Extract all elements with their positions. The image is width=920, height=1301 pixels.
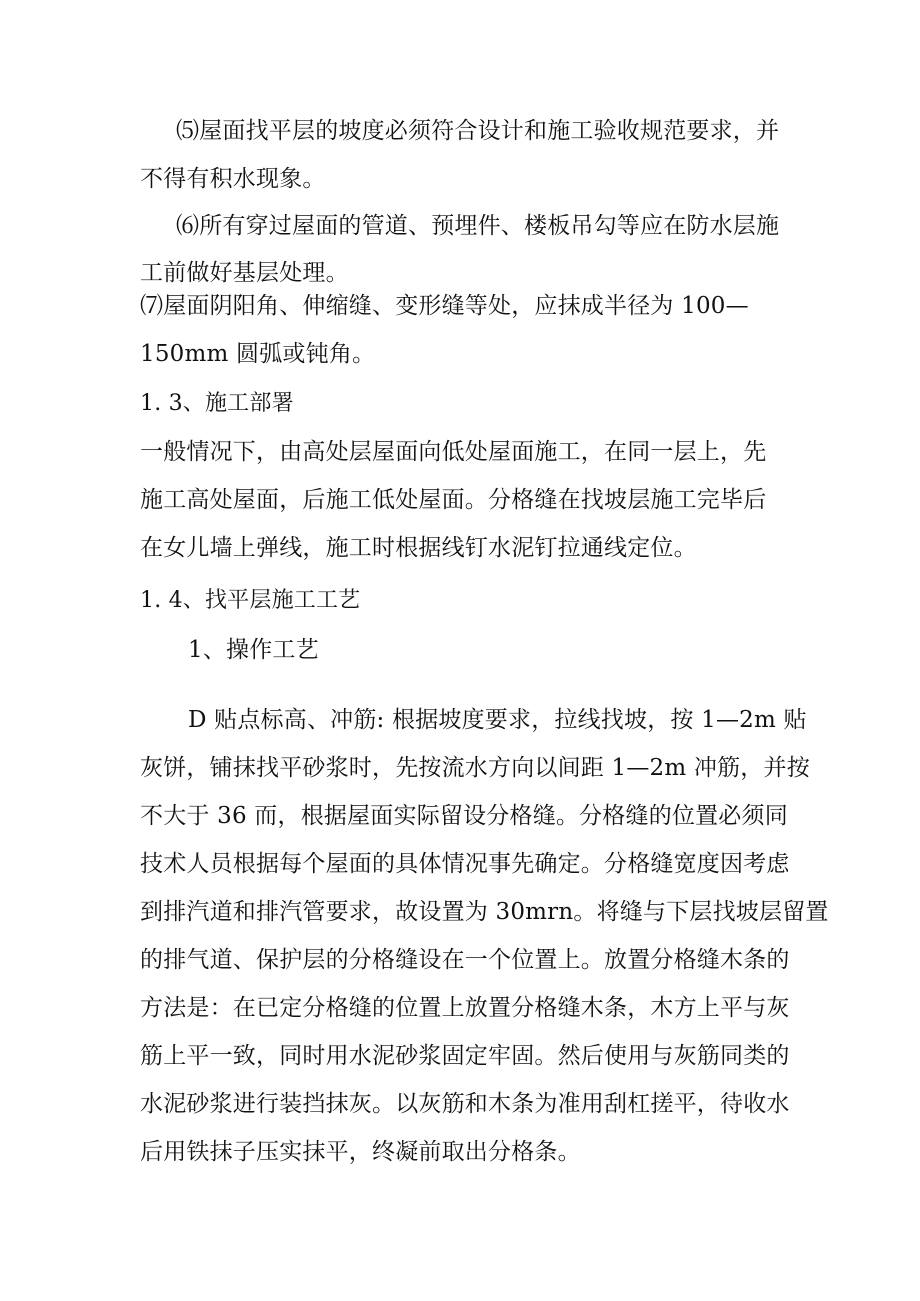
item-6-line-2: 工前做好基层处理。 (140, 260, 349, 286)
paragraph-line: 的排气道、保护层的分格缝设在一个位置上。放置分格缝木条的 (140, 947, 790, 973)
item-5-line-2: 不得有积水现象。 (140, 166, 326, 192)
paragraph-line: 到排汽道和排汽管要求，故设置为 30mrn。将缝与下层找坡层留置 (140, 899, 829, 925)
item-7-line-1: ⑺屋面阴阳角、伸缩缝、变形缝等处，应抹成半径为 100— (140, 293, 749, 319)
section-1-4-heading: 1. 4、找平层施工工艺 (140, 588, 361, 613)
section-1-3-heading: 1. 3、施工部署 (140, 391, 294, 416)
paragraph-line: 灰饼，铺抹找平砂浆时，先按流水方向以间距 1—2m 冲筋，并按 (140, 755, 810, 781)
section-1-3-line-3: 在女儿墙上弹线，施工时根据线钉水泥钉拉通线定位。 (140, 535, 697, 561)
section-1-4-subheading: 1、操作工艺 (188, 637, 319, 663)
paragraph-line: 筋上平一致，同时用水泥砂浆固定牢固。然后使用与灰筋同类的 (140, 1043, 790, 1069)
paragraph-line: 后用铁抹子压实抹平，终凝前取出分格条。 (140, 1139, 581, 1165)
paragraph-line: D 贴点标高、冲筋: 根据坡度要求，拉线找坡，按 1—2m 贴 (188, 707, 807, 733)
paragraph-line: 不大于 36 而，根据屋面实际留设分格缝。分格缝的位置必须同 (140, 803, 788, 829)
paragraph-line: 方法是：在已定分格缝的位置上放置分格缝木条，木方上平与灰 (140, 995, 790, 1021)
paragraph-line: 水泥砂浆进行装挡抹灰。以灰筋和木条为准用刮杠搓平，待收水 (140, 1091, 790, 1117)
item-6-line-1: ⑹所有穿过屋面的管道、预埋件、楼板吊勾等应在防水层施 (176, 213, 780, 239)
item-7-line-2: 150mm 圆弧或钝角。 (140, 341, 376, 367)
paragraph-line: 技术人员根据每个屋面的具体情况事先确定。分格缝宽度因考虑 (140, 851, 790, 877)
item-5-line-1: ⑸屋面找平层的坡度必须符合设计和施工验收规范要求，并 (176, 118, 780, 144)
section-1-3-line-1: 一般情况下，由高处层屋面向低处屋面施工，在同一层上，先 (140, 439, 767, 465)
section-1-3-line-2: 施工高处屋面，后施工低处屋面。分格缝在找坡层施工完毕后 (140, 487, 767, 513)
